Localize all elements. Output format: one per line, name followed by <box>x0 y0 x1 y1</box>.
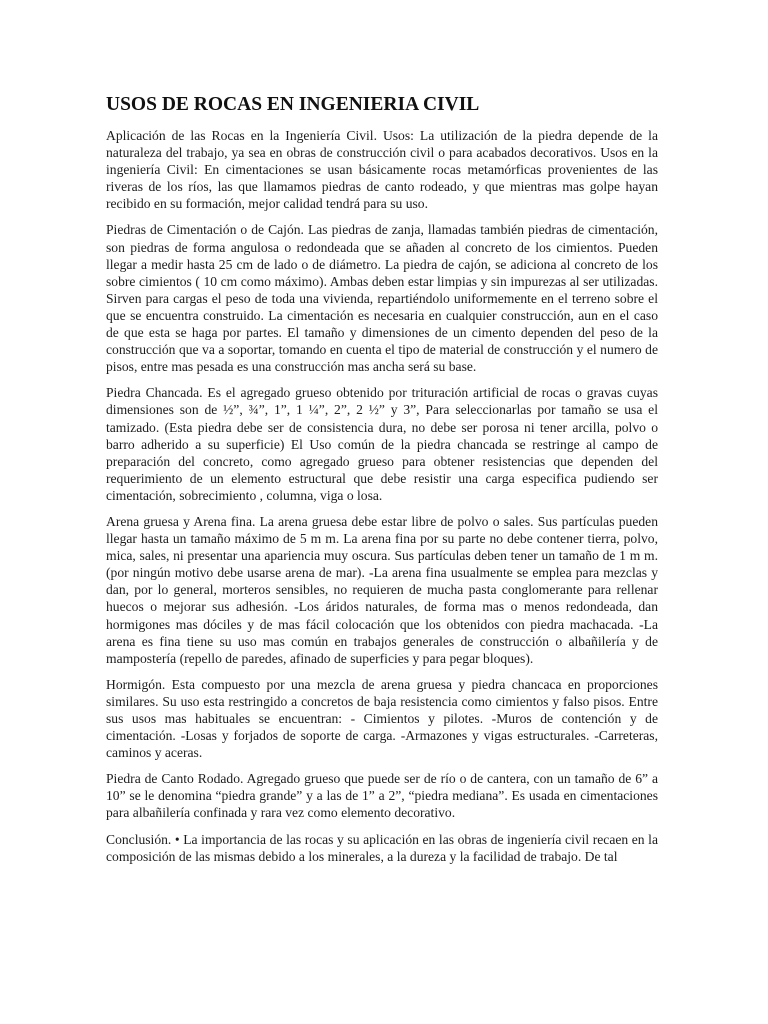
paragraph-aplicacion: Aplicación de las Rocas en la Ingeniería Civil. Usos: La utilización de la piedra depende de la naturaleza del trabajo, ya sea en obras de construcción civil o para acabados decorativos. Usos en la ingeniería Civil: En cimentaciones se usan básicamente rocas metamórficas provenientes de las riveras de los ríos, las que llamamos piedras de canto rodeado, y que mientras mas golpe hayan recibido en su formación, mejor calidad tendrá para su uso. <box>106 128 658 212</box>
paragraph-piedras-cimentacion: Piedras de Cimentación o de Cajón. Las piedras de zanja, llamadas también piedras de cimentación, son piedras de forma angulosa o redondeada que se añaden al concreto de los cimientos. Pueden llegar a medir hasta 25 cm de lado o de diámetro. La piedra de cajón, se adiciona al concreto de los sobre cimientos ( 10 cm como máximo). Ambas deben estar limpias y sin impurezas al ser utilizadas. Sirven para cargas el peso de toda una vivienda, repartiéndolo uniformemente en el terreno sobre el que se encuentra construido. La cimentación es necesaria en cualquier construcción, aun en el caso de que esta se haga por partes. El tamaño y dimensiones de un cimento dependen del peso de la construcción que va a soportar, tomando en cuenta el tipo de material de construcción y el numero de pisos, entre mas pesada es una construcción mas ancha será su base. <box>106 222 658 375</box>
paragraph-piedra-chancada: Piedra Chancada. Es el agregado grueso obtenido por trituración artificial de rocas o gravas cuyas dimensiones son de ½”, ¾”, 1”, 1 ¼”, 2”, 2 ½” y 3”, Para seleccionarlas por tamaño se usa el tamizado. (Esta piedra debe ser de consistencia dura, no debe ser porosa ni tener arcilla, polvo o barro adherido a su superficie) El Uso común de la piedra chancada se restringe al campo de preparación del concreto, como agregado grueso para obtener resistencias que dependen del requerimiento de un elemento estructural que debe resistir una carga especifica pudiendo ser cimentación, sobrecimiento , columna, viga o losa. <box>106 385 658 503</box>
document-title: USOS DE ROCAS EN INGENIERIA CIVIL <box>106 94 480 115</box>
paragraph-canto-rodado: Piedra de Canto Rodado. Agregado grueso que puede ser de río o de cantera, con un tamaño de 6” a 10” se le denomina “piedra grande” y a las de 1” a 2”, “piedra mediana”. Es usada en cimentaciones para albañilería confinada y rara vez como elemento decorativo. <box>106 771 658 821</box>
paragraph-conclusion: Conclusión. • La importancia de las rocas y su aplicación en las obras de ingeniería civil recaen en la composición de las mismas debido a los minerales, a la dureza y la facilidad de trabajo. De tal <box>106 831 658 864</box>
paragraph-hormigon: Hormigón. Esta compuesto por una mezcla de arena gruesa y piedra chancaca en proporciones similares. Su uso esta restringido a concretos de baja resistencia como cimientos y falso pisos. Entre sus usos mas habituales se encuentran: - Cimientos y pilotes. -Muros de contención y de cimentación. -Losas y forjados de soporte de carga. -Armazones y vigas estructurales. -Carreteras, caminos y aceras. <box>106 676 658 761</box>
paragraph-arena: Arena gruesa y Arena fina. La arena gruesa debe estar libre de polvo o sales. Sus partículas pueden llegar hasta un tamaño máximo de 5 m m. La arena fina por su parte no debe contener tierra, polvo, mica, sales, ni presentar una apariencia muy oscura. Sus partículas deben tener un tamaño de 1 m m. (por ningún motivo debe usarse arena de mar). -La arena fina usualmente se emplea para mezclas y dan, por lo general, morteros sensibles, no requieren de mucha pasta conglomerante para rellenar huecos o mejorar sus adhesión. -Los áridos naturales, de forma mas o menos redondeada, dan hormigones mas dóciles y de mas fácil colocación que los obtenidos con piedra machacada. -La arena es fina tiene su uso mas común en trabajos generales de construcción o albañilería y de mampostería (repello de paredes, afinado de superficies y para pegar bloques). <box>106 513 658 666</box>
